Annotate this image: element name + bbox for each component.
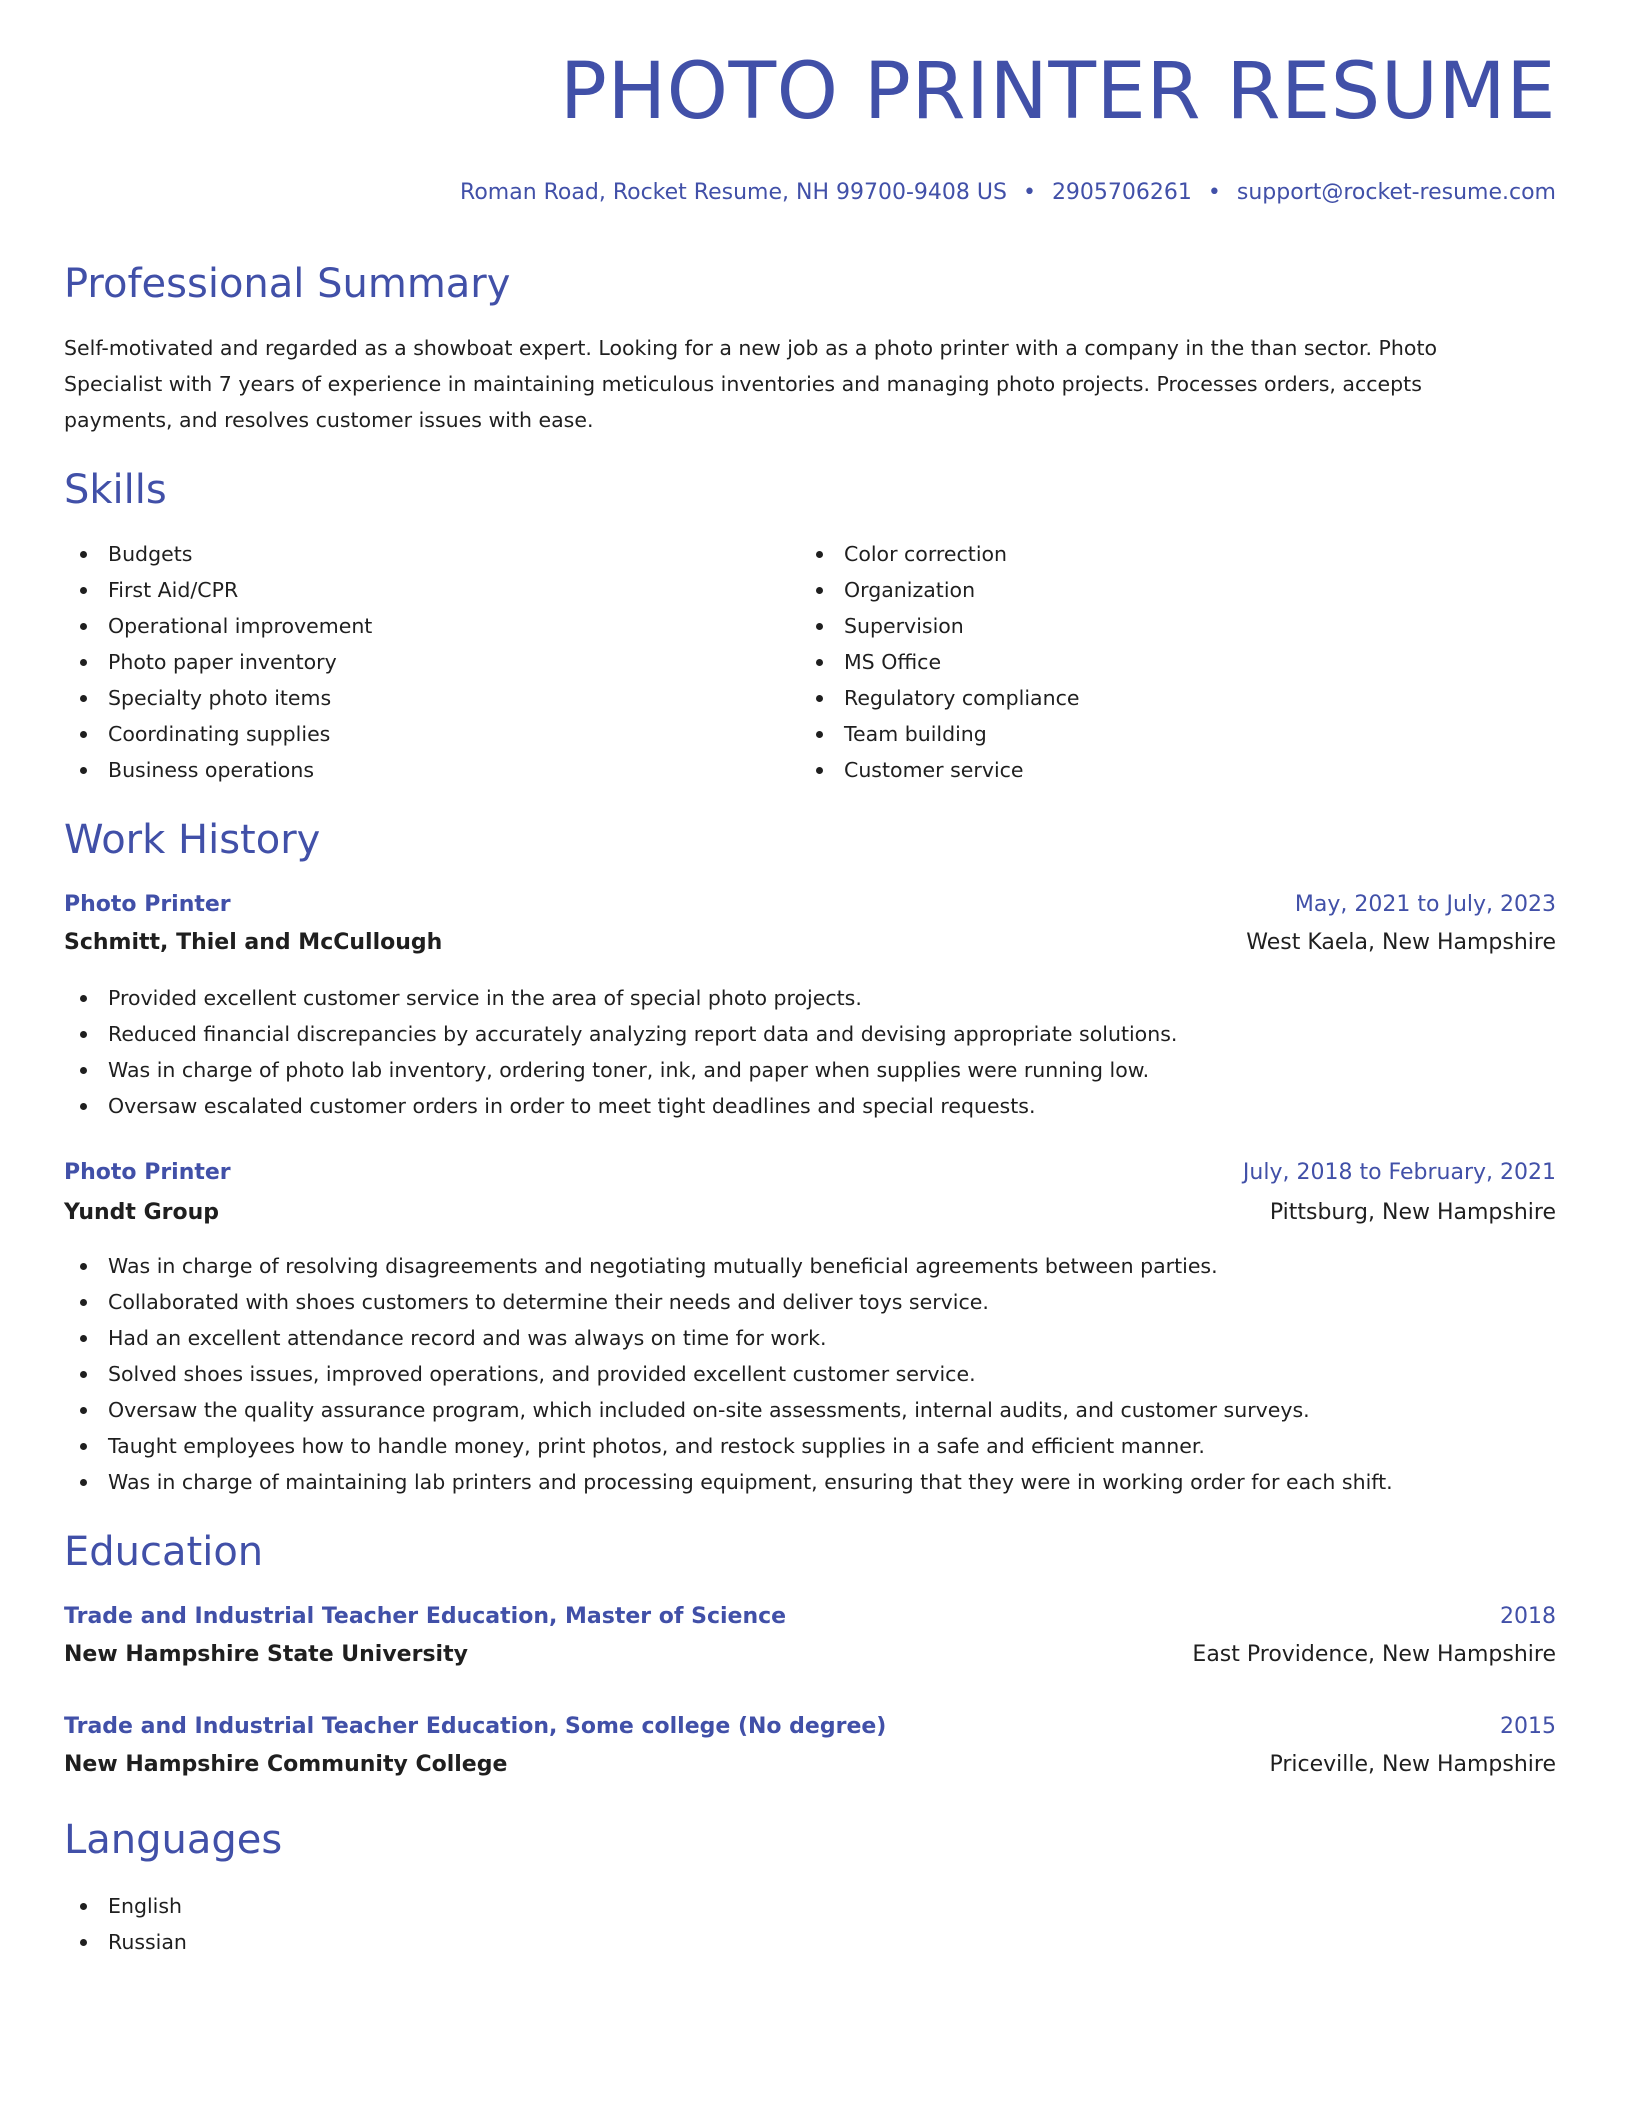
education-school: New Hampshire Community College	[64, 1752, 508, 1777]
skill-item: Operational improvement	[64, 608, 372, 644]
education-header	[64, 1604, 1556, 1636]
contact-separator: •	[1022, 180, 1036, 205]
job-company: Yundt Group	[64, 1200, 220, 1225]
job-bullets	[64, 980, 1177, 1124]
job-title: Photo Printer	[64, 1160, 231, 1185]
education-degree: Trade and Industrial Teacher Education, Master of Science	[64, 1604, 787, 1629]
job-bullet: Was in charge of maintaining lab printers and processing equipment, ensuring that they were in working order for each shift.	[64, 1464, 1393, 1500]
job-header	[64, 892, 1556, 924]
contact-phone: 2905706261	[1051, 180, 1192, 205]
education-school-row	[64, 1752, 1556, 1784]
languages-heading: Languages	[64, 1817, 283, 1863]
skill-item: Organization	[800, 572, 1079, 608]
job-bullet: Solved shoes issues, improved operations, and provided excellent customer service.	[64, 1356, 1393, 1392]
language-item: Russian	[64, 1924, 187, 1960]
resume-title: PHOTO PRINTER RESUME	[559, 47, 1556, 137]
language-item: English	[64, 1888, 187, 1924]
skill-item: Team building	[800, 716, 1079, 752]
skill-item: Specialty photo items	[64, 680, 372, 716]
contact-email: support@rocket-resume.com	[1236, 180, 1556, 205]
job-company-row	[64, 1200, 1556, 1232]
skill-item: Regulatory compliance	[800, 680, 1079, 716]
skill-item: MS Office	[800, 644, 1079, 680]
job-location: Pittsburg, New Hampshire	[1269, 1200, 1556, 1225]
education-school: New Hampshire State University	[64, 1642, 468, 1667]
skills-list-left	[64, 536, 372, 788]
contact-line	[460, 180, 1556, 206]
education-year: 2015	[1500, 1714, 1556, 1739]
job-bullet: Was in charge of resolving disagreements and negotiating mutually beneficial agreements between parties.	[64, 1248, 1393, 1284]
summary-text: Self-motivated and regarded as a showboat expert. Looking for a new job as a photo printer with a company in the than sector. Photo Specialist with 7 years of experience in maintaining meticulous inventories and managing photo projects. Processes orders, accepts payments, and resolves customer issues with ease.	[64, 336, 1438, 432]
skill-item: Color correction	[800, 536, 1079, 572]
job-bullet: Was in charge of photo lab inventory, ordering toner, ink, and paper when supplies were running low.	[64, 1052, 1177, 1088]
skills-list-right	[800, 536, 1079, 788]
job-bullets	[64, 1248, 1393, 1500]
education-heading: Education	[64, 1529, 264, 1575]
job-bullet: Provided excellent customer service in the area of special photo projects.	[64, 980, 1177, 1016]
job-bullet: Reduced financial discrepancies by accurately analyzing report data and devising appropriate solutions.	[64, 1016, 1177, 1052]
job-header	[64, 1160, 1556, 1192]
job-bullet: Oversaw escalated customer orders in order to meet tight deadlines and special requests.	[64, 1088, 1177, 1124]
languages-list	[64, 1888, 187, 1960]
job-dates: May, 2021 to July, 2023	[1294, 892, 1556, 917]
education-location: East Providence, New Hampshire	[1192, 1642, 1556, 1667]
job-bullet: Had an excellent attendance record and was always on time for work.	[64, 1320, 1393, 1356]
education-year: 2018	[1500, 1604, 1556, 1629]
education-location: Priceville, New Hampshire	[1269, 1752, 1556, 1777]
job-bullet: Oversaw the quality assurance program, which included on-site assessments, internal audits, and customer surveys.	[64, 1392, 1393, 1428]
job-dates: July, 2018 to February, 2021	[1242, 1160, 1556, 1185]
skill-item: First Aid/CPR	[64, 572, 372, 608]
skill-item: Business operations	[64, 752, 372, 788]
contact-separator: •	[1207, 180, 1221, 205]
job-title: Photo Printer	[64, 892, 231, 917]
skills-heading: Skills	[64, 467, 167, 513]
job-company: Schmitt, Thiel and McCullough	[64, 930, 443, 955]
summary-heading: Professional Summary	[64, 261, 511, 307]
education-header	[64, 1714, 1556, 1746]
skill-item: Customer service	[800, 752, 1079, 788]
job-location: West Kaela, New Hampshire	[1246, 930, 1556, 955]
work-heading: Work History	[64, 817, 321, 863]
skill-item: Budgets	[64, 536, 372, 572]
job-bullet: Taught employees how to handle money, print photos, and restock supplies in a safe and efficient manner.	[64, 1428, 1393, 1464]
job-bullet: Collaborated with shoes customers to determine their needs and deliver toys service.	[64, 1284, 1393, 1320]
job-company-row	[64, 930, 1556, 962]
skill-item: Supervision	[800, 608, 1079, 644]
skill-item: Coordinating supplies	[64, 716, 372, 752]
contact-address: Roman Road, Rocket Resume, NH 99700-9408 US	[460, 180, 1007, 205]
education-school-row	[64, 1642, 1556, 1674]
education-degree: Trade and Industrial Teacher Education, Some college (No degree)	[64, 1714, 887, 1739]
skill-item: Photo paper inventory	[64, 644, 372, 680]
